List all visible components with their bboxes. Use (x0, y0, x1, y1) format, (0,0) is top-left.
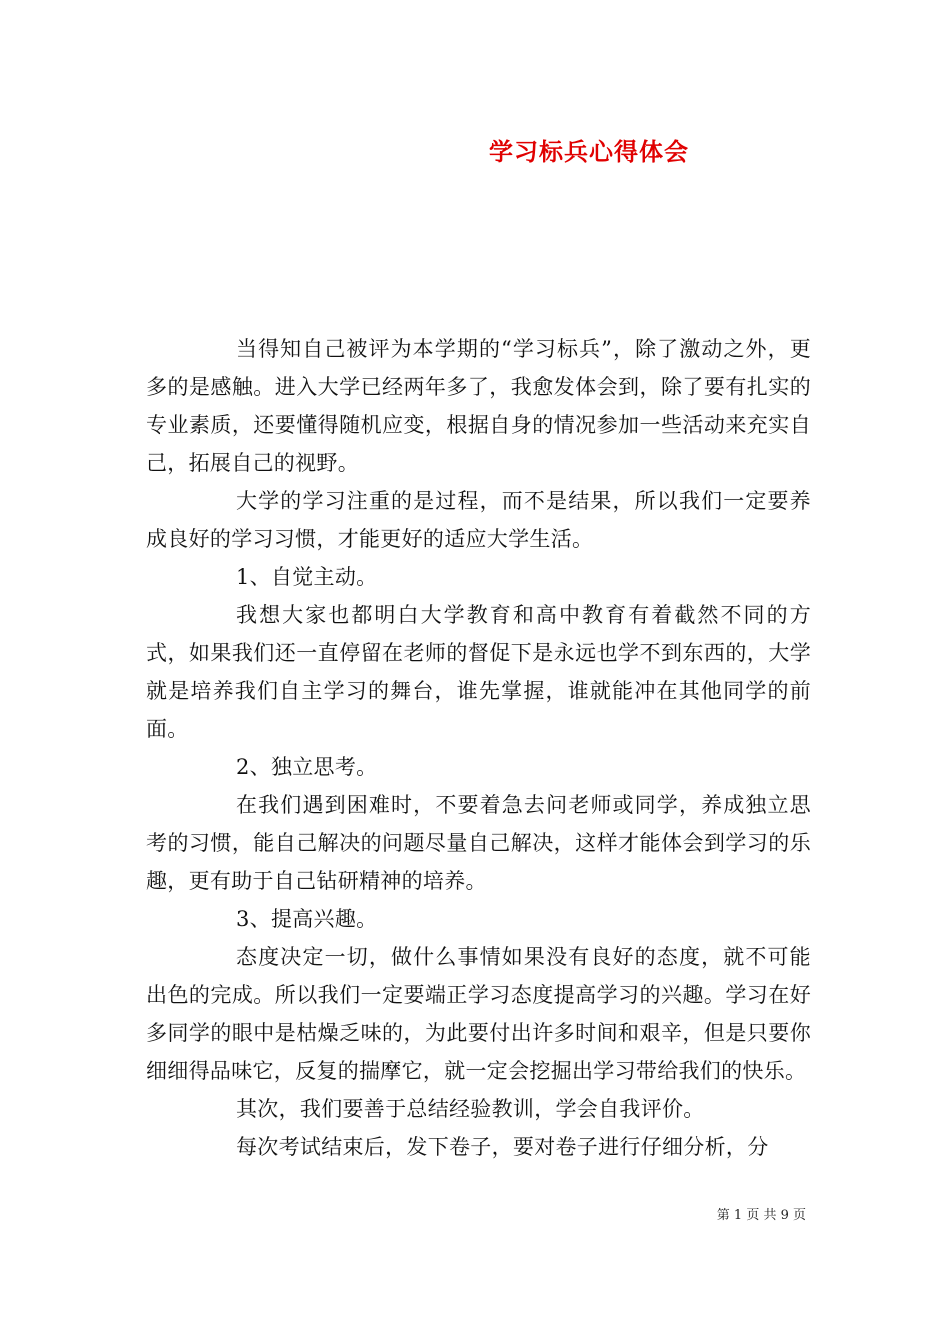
paragraph-exam-analysis: 每次考试结束后，发下卷子，要对卷子进行仔细分析，分 (236, 1135, 769, 1159)
document-title: 学习标兵心得体会 (489, 137, 689, 166)
paragraph-self-motivated: 我想大家也都明白大学教育和高中教育有着截然不同的方式，如果我们还一直停留在老师的督促下是永远也学不到东西的，大学就是培养我们自主学习的舞台，谁先掌握，谁就能冲在其他同学的前面。 (146, 603, 811, 741)
paragraph-independent-thinking: 在我们遇到困难时，不要着急去问老师或同学，养成独立思考的习惯，能自己解决的问题尽量自己解决，这样才能体会到学习的乐趣，更有助于自己钻研精神的培养。 (146, 793, 811, 893)
paragraph-summarize: 其次，我们要善于总结经验教训，学会自我评价。 (236, 1097, 705, 1121)
page-number-footer: 第 1 页 共 9 页 (716, 1208, 806, 1223)
heading-raise-interest: 3、提高兴趣。 (236, 907, 378, 931)
heading-independent-thinking: 2、独立思考。 (236, 755, 378, 779)
paragraph-intro: 当得知自己被评为本学期的“学习标兵”，除了激动之外，更多的是感触。进入大学已经两年多了，我愈发体会到，除了要有扎实的专业素质，还要懂得随机应变，根据自身的情况参加一些活动来充实自己，拓展自己的视野。 (146, 337, 811, 475)
heading-self-motivated: 1、自觉主动。 (236, 565, 378, 589)
document-body (146, 330, 811, 1166)
paragraph-process: 大学的学习注重的是过程，而不是结果，所以我们一定要养成良好的学习习惯，才能更好的适应大学生活。 (146, 489, 811, 551)
paragraph-raise-interest: 态度决定一切，做什么事情如果没有良好的态度，就不可能出色的完成。所以我们一定要端正学习态度提高学习的兴趣。学习在好多同学的眼中是枯燥乏味的，为此要付出许多时间和艰辛，但是只要你细细得品味它，反复的揣摩它，就一定会挖掘出学习带给我们的快乐。 (146, 945, 811, 1083)
